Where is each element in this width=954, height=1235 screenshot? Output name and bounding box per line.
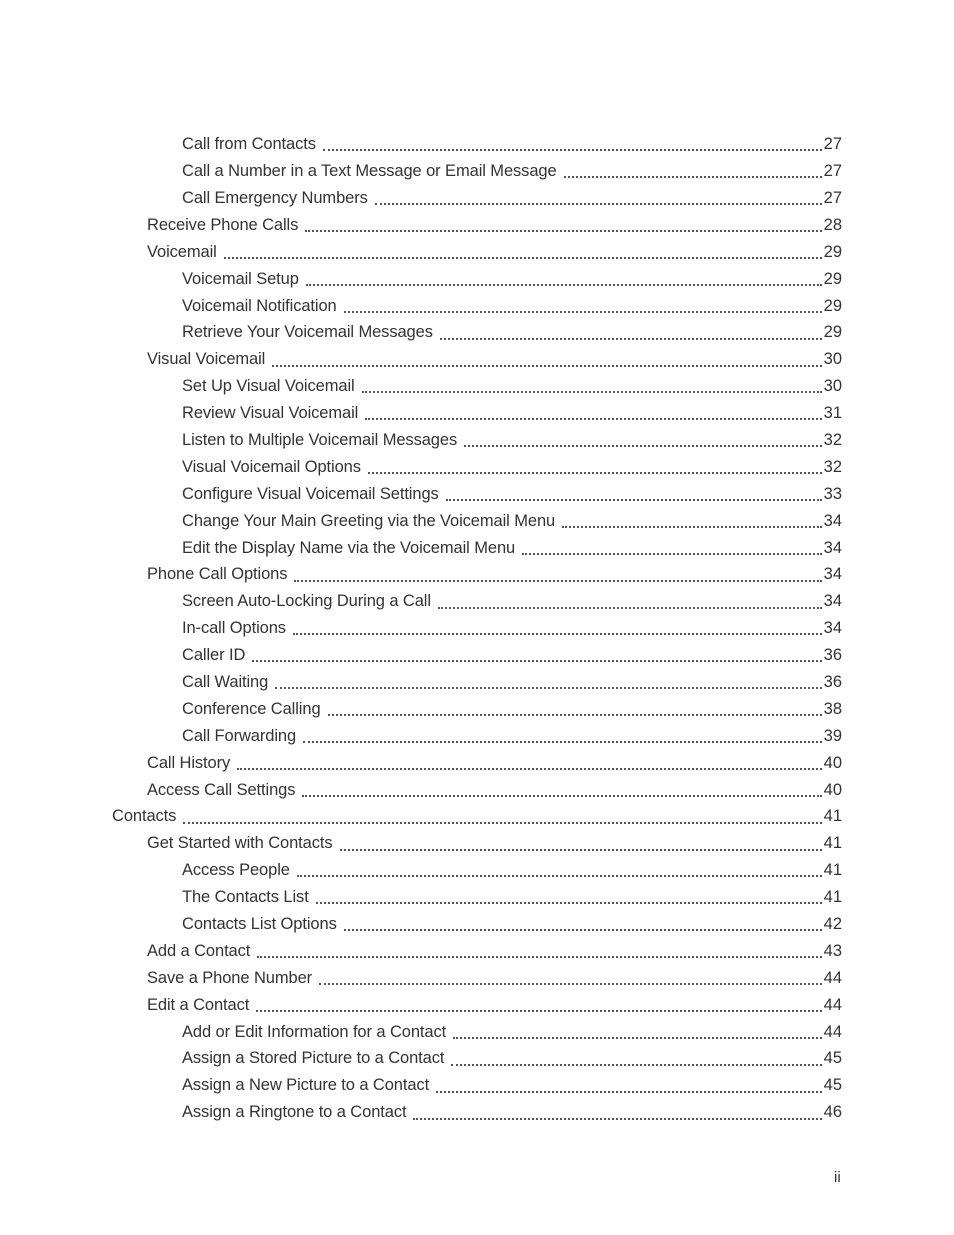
toc-entry-page-number[interactable]: 27: [823, 135, 842, 154]
toc-entry[interactable]: [0, 830, 954, 857]
toc-entry-title[interactable]: Call a Number in a Text Message or Email Message: [182, 162, 557, 181]
toc-dot-leader: [275, 687, 821, 689]
toc-entry-title[interactable]: Contacts List Options: [182, 915, 337, 934]
toc-entry[interactable]: [0, 1072, 954, 1099]
toc-entry-title[interactable]: Conference Calling: [182, 699, 321, 718]
toc-entry-title[interactable]: Add a Contact: [147, 941, 251, 960]
toc-dot-leader: [375, 203, 822, 205]
toc-dot-leader: [564, 176, 822, 178]
toc-entry-page-number[interactable]: 30: [823, 377, 842, 396]
toc-entry-title[interactable]: Get Started with Contacts: [147, 834, 333, 853]
toc-dot-leader: [224, 257, 822, 259]
toc-entry[interactable]: [0, 185, 954, 212]
toc-entry[interactable]: [0, 803, 954, 830]
toc-entry-title[interactable]: Edit a Contact: [147, 995, 250, 1014]
toc-entry-title[interactable]: Configure Visual Voicemail Settings: [182, 484, 439, 503]
toc-entry-title[interactable]: Visual Voicemail Options: [182, 457, 361, 476]
toc-dot-leader: [237, 768, 821, 770]
toc-entry[interactable]: [0, 265, 954, 292]
toc-entry[interactable]: [0, 749, 954, 776]
toc-entry-title[interactable]: Call History: [147, 753, 231, 772]
toc-entry-page-number[interactable]: 40: [823, 780, 842, 799]
toc-entry-title[interactable]: Voicemail Setup: [182, 269, 299, 288]
toc-entry-title[interactable]: Access People: [182, 861, 290, 880]
toc-entry-title[interactable]: Caller ID: [182, 646, 246, 665]
toc-entry-page-number[interactable]: 42: [823, 915, 842, 934]
toc-entry-page-number[interactable]: 29: [823, 323, 842, 342]
toc-entry[interactable]: [0, 857, 954, 884]
toc-entry[interactable]: [0, 588, 954, 615]
toc-dot-leader: [256, 1010, 821, 1012]
toc-entry-page-number[interactable]: 43: [823, 941, 842, 960]
toc-entry-title[interactable]: Receive Phone Calls: [147, 215, 299, 234]
toc-entry[interactable]: [0, 1018, 954, 1045]
toc-dot-leader: [257, 956, 821, 958]
toc-entry-title[interactable]: Listen to Multiple Voicemail Messages: [182, 430, 458, 449]
toc-entry-title[interactable]: Assign a Ringtone to a Contact: [182, 1103, 407, 1122]
toc-entry-title[interactable]: Access Call Settings: [147, 780, 296, 799]
toc-dot-leader: [302, 795, 821, 797]
toc-dot-leader: [522, 553, 822, 555]
toc-entry-page-number[interactable]: 41: [823, 888, 842, 907]
toc-entry-page-number[interactable]: 41: [823, 807, 842, 826]
toc-entry-page-number[interactable]: 38: [823, 699, 842, 718]
toc-entry-title[interactable]: Review Visual Voicemail: [182, 404, 359, 423]
toc-entry-page-number[interactable]: 41: [823, 834, 842, 853]
toc-dot-leader: [252, 660, 821, 662]
toc-entry[interactable]: [0, 1045, 954, 1072]
toc-entry-page-number[interactable]: 39: [823, 726, 842, 745]
toc-dot-leader: [305, 230, 821, 232]
toc-entry[interactable]: [0, 507, 954, 534]
toc-dot-leader: [362, 391, 822, 393]
toc-dot-leader: [365, 418, 821, 420]
toc-entry[interactable]: [0, 965, 954, 992]
toc-entry-title[interactable]: Save a Phone Number: [147, 968, 313, 987]
toc-dot-leader: [438, 607, 822, 609]
toc-entry-title[interactable]: Call Waiting: [182, 673, 269, 691]
toc-entry[interactable]: [0, 938, 954, 965]
toc-entry-page-number[interactable]: 29: [823, 269, 842, 288]
toc-entry[interactable]: [0, 292, 954, 319]
toc-entry[interactable]: [0, 723, 954, 750]
toc-dot-leader: [328, 714, 822, 716]
toc-entry[interactable]: [0, 561, 954, 588]
toc-entry-page-number[interactable]: 33: [823, 484, 842, 503]
toc-dot-leader: [293, 633, 822, 635]
toc-dot-leader: [368, 472, 822, 474]
toc-entry[interactable]: [0, 158, 954, 185]
toc-entry-page-number[interactable]: 46: [823, 1103, 842, 1122]
toc-entry-title[interactable]: Screen Auto-Locking During a Call: [182, 592, 431, 611]
toc-entry-title[interactable]: The Contacts List: [182, 888, 309, 907]
toc-dot-leader: [323, 149, 822, 151]
toc-entry[interactable]: [0, 776, 954, 803]
toc-entry-page-number[interactable]: 32: [823, 457, 842, 476]
toc-entry-page-number[interactable]: 34: [823, 565, 842, 584]
toc-entry[interactable]: [0, 400, 954, 427]
toc-entry[interactable]: [0, 615, 954, 642]
toc-entry-page-number[interactable]: 32: [823, 430, 842, 449]
toc-entry-title[interactable]: Assign a Stored Picture to a Contact: [182, 1049, 445, 1068]
toc-entry-page-number[interactable]: 27: [823, 188, 842, 207]
toc-entry-page-number[interactable]: 44: [823, 995, 842, 1014]
toc-dot-leader: [272, 365, 821, 367]
toc-dot-leader: [183, 822, 821, 824]
toc-entry[interactable]: [0, 884, 954, 911]
toc-dot-leader: [319, 983, 822, 985]
toc-entry[interactable]: [0, 239, 954, 266]
toc-entry-title[interactable]: Phone Call Options: [147, 565, 288, 584]
toc-entry[interactable]: [0, 992, 954, 1019]
toc-entry[interactable]: [0, 481, 954, 508]
table-of-contents: [0, 131, 954, 1126]
toc-entry[interactable]: [0, 911, 954, 938]
toc-entry[interactable]: [0, 319, 954, 346]
toc-dot-leader: [464, 445, 822, 447]
toc-entry-page-number[interactable]: 34: [823, 511, 842, 530]
toc-entry-title[interactable]: Assign a New Picture to a Contact: [182, 1076, 430, 1095]
toc-entry[interactable]: [0, 534, 954, 561]
toc-entry[interactable]: [0, 427, 954, 454]
toc-entry-page-number[interactable]: 45: [823, 1049, 842, 1068]
toc-entry[interactable]: [0, 373, 954, 400]
toc-entry-page-number[interactable]: 44: [823, 1022, 842, 1041]
toc-dot-leader: [294, 580, 821, 582]
toc-entry-title[interactable]: In-call Options: [182, 619, 286, 638]
toc-entry[interactable]: [0, 696, 954, 723]
toc-entry-title[interactable]: Call from Contacts: [182, 135, 316, 154]
toc-dot-leader: [340, 849, 822, 851]
toc-dot-leader: [344, 311, 822, 313]
toc-dot-leader: [446, 499, 822, 501]
toc-entry-page-number[interactable]: 36: [823, 673, 842, 691]
toc-entry-title[interactable]: Visual Voicemail: [147, 350, 266, 369]
toc-entry-page-number[interactable]: 28: [823, 215, 842, 234]
toc-dot-leader: [306, 284, 822, 286]
toc-entry[interactable]: [0, 346, 954, 373]
toc-dot-leader: [297, 875, 822, 877]
toc-entry-page-number[interactable]: 34: [823, 619, 842, 638]
toc-entry-title[interactable]: Voicemail: [147, 242, 217, 261]
toc-dot-leader: [316, 902, 822, 904]
toc-entry[interactable]: [0, 1099, 954, 1126]
toc-entry-title[interactable]: Voicemail Notification: [182, 296, 337, 315]
toc-entry[interactable]: [0, 669, 954, 696]
toc-entry-page-number[interactable]: 34: [823, 592, 842, 611]
toc-entry[interactable]: [0, 642, 954, 669]
toc-entry-page-number[interactable]: 45: [823, 1076, 842, 1095]
toc-entry-title[interactable]: Contacts: [112, 807, 177, 826]
toc-entry-page-number[interactable]: 27: [823, 162, 842, 181]
toc-entry-page-number[interactable]: 44: [823, 968, 842, 987]
toc-dot-leader: [451, 1064, 821, 1066]
toc-entry-page-number[interactable]: 36: [823, 646, 842, 665]
toc-entry-title[interactable]: Set Up Visual Voicemail: [182, 377, 355, 396]
page-number: ii: [834, 1169, 841, 1186]
toc-entry-page-number[interactable]: 31: [823, 404, 842, 423]
toc-dot-leader: [562, 526, 822, 528]
toc-entry-title[interactable]: Change Your Main Greeting via the Voicemail Menu: [182, 511, 556, 530]
toc-dot-leader: [436, 1091, 822, 1093]
toc-entry[interactable]: [0, 212, 954, 239]
toc-entry[interactable]: [0, 454, 954, 481]
toc-entry-title[interactable]: Call Forwarding: [182, 726, 297, 745]
toc-entry-title[interactable]: Call Emergency Numbers: [182, 188, 368, 207]
toc-entry-page-number[interactable]: 29: [823, 296, 842, 315]
toc-entry-title[interactable]: Edit the Display Name via the Voicemail Menu: [182, 538, 516, 557]
toc-entry-page-number[interactable]: 30: [823, 350, 842, 369]
toc-entry-title[interactable]: Add or Edit Information for a Contact: [182, 1022, 447, 1041]
toc-dot-leader: [344, 929, 822, 931]
toc-entry-page-number[interactable]: 29: [823, 242, 842, 261]
toc-dot-leader: [303, 741, 822, 743]
toc-entry-page-number[interactable]: 40: [823, 753, 842, 772]
toc-dot-leader: [453, 1037, 822, 1039]
toc-dot-leader: [440, 338, 822, 340]
toc-entry-title[interactable]: Retrieve Your Voicemail Messages: [182, 323, 433, 342]
toc-entry-page-number[interactable]: 41: [823, 861, 842, 880]
toc-dot-leader: [413, 1118, 821, 1120]
toc-entry[interactable]: [0, 131, 954, 158]
toc-entry-page-number[interactable]: 34: [823, 538, 842, 557]
